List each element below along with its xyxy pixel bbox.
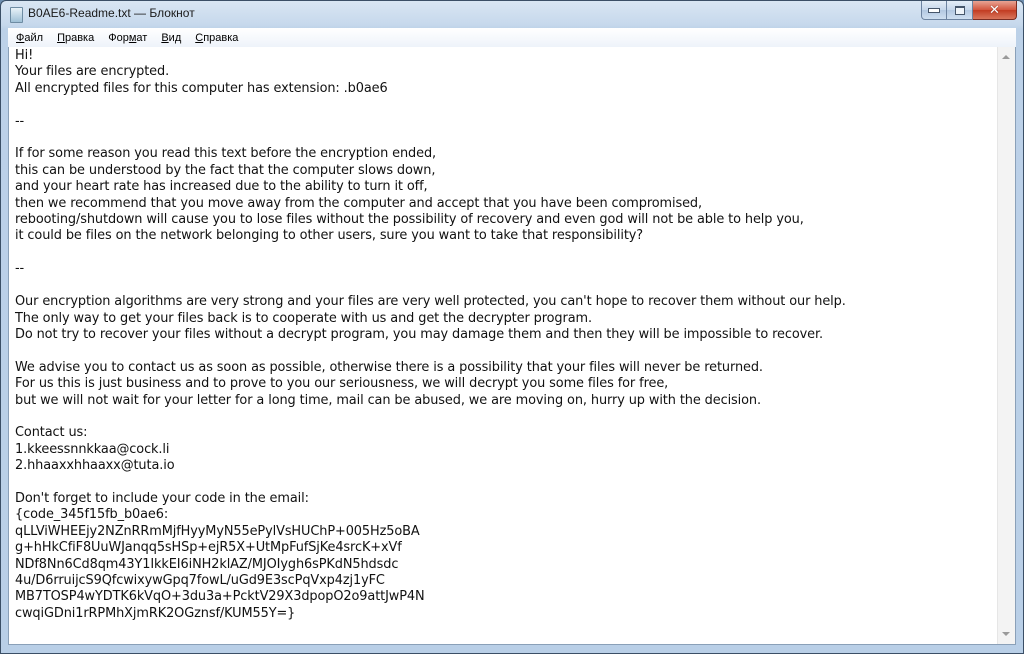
- document-line: it could be files on the network belonging to other users, sure you want to take that responsibility?: [15, 228, 644, 244]
- vertical-scrollbar[interactable]: [997, 47, 1015, 644]
- document-line: and your heart rate has increased due to the ability to turn it off,: [15, 179, 428, 195]
- menu-format-accel: м: [128, 31, 137, 44]
- document-line: then we recommend that you move away from the computer and accept that you have been compromised,: [15, 195, 703, 211]
- document-line: {code_345f15fb_b0ae6:: [15, 507, 169, 523]
- minimize-button[interactable]: [921, 1, 947, 20]
- document-line: this can be understood by the fact that the computer slows down,: [15, 162, 436, 178]
- document-line: g+hHkCfiF8UuWJanqq5sHSp+ejR5X+UtMpFufSjKe4srcK+xVf: [15, 540, 402, 556]
- menu-format[interactable]: [100, 32, 153, 44]
- document-line: --: [15, 113, 25, 129]
- document-line: If for some reason you read this text before the encryption ended,: [15, 146, 437, 162]
- menu-edit-label: равка: [64, 31, 95, 44]
- menu-help[interactable]: [187, 32, 244, 44]
- close-button[interactable]: [973, 1, 1017, 20]
- maximize-icon: [955, 6, 965, 15]
- document-line: MB7TOSP4wYDTK6kVqO+3du3a+PcktV29X3dpopO2o9attJwP4N: [15, 589, 425, 605]
- menu-file-accel: Ф: [16, 31, 25, 44]
- document-line: Don't forget to include your code in the email:: [15, 490, 309, 506]
- menu-format-label: ат: [136, 31, 148, 44]
- document-line: rebooting/shutdown will cause you to lose files without the possibility of recovery and even god will not be able to help you,: [15, 212, 804, 228]
- document-line: Do not try to recover your files without a decrypt program, you may damage them and then they will be impossible to recover.: [15, 326, 823, 342]
- menu-help-accel: С: [195, 31, 204, 44]
- document-line: Hi!: [15, 48, 34, 63]
- document-line: We advise you to contact us as soon as possible, otherwise there is a possibility that your files will never be returned.: [15, 359, 763, 375]
- menu-bar: [8, 28, 1016, 48]
- document-text[interactable]: [15, 48, 995, 644]
- document-line: qLLViWHEEjy2NZnRRmMjfHyyMyN55ePylVsHUChP+005Hz5oBA: [15, 523, 420, 539]
- menu-view-label: ид: [168, 31, 182, 44]
- document-line: All encrypted files for this computer has extension: .b0ae6: [15, 80, 388, 96]
- menu-help-label: правка: [203, 31, 239, 44]
- document-line: NDf8Nn6Cd8qm43Y1IkkEI6iNH2klAZ/MJOIygh6sPKdN5hdsdc: [15, 556, 399, 572]
- document-line: Our encryption algorithms are very strong and your files are very well protected, you can't hope to recover them without our help.: [15, 294, 846, 310]
- title-bar[interactable]: [1, 1, 1023, 27]
- menu-view-accel: В: [161, 31, 169, 44]
- menu-file-label: айл: [24, 31, 44, 44]
- menu-file[interactable]: [8, 32, 49, 44]
- document-line: --: [15, 261, 25, 277]
- scroll-down-arrow-icon[interactable]: [1002, 632, 1010, 636]
- document-line: The only way to get your files back is to cooperate with us and get the decrypter program.: [15, 310, 592, 326]
- document-line: 4u/D6rruijcS9QfcwixywGpq7fowL/uGd9E3scPqVxp4zj1yFC: [15, 573, 385, 588]
- document-line: but we will not wait for your letter for a long time, mail can be abused, we are moving on, hurry up with the decision.: [15, 392, 762, 408]
- scroll-up-arrow-icon[interactable]: [1002, 55, 1010, 59]
- close-icon: ✕: [989, 2, 1000, 18]
- maximize-button[interactable]: [947, 1, 973, 20]
- document-line: Contact us:: [15, 425, 88, 441]
- menu-format-pre: Фор: [108, 31, 129, 44]
- document-line: 2.hhaaxxhhaaxx@tuta.io: [15, 458, 175, 474]
- document-line: Your files are encrypted.: [15, 64, 170, 80]
- document-line: 1.kkeessnnkkaa@cock.li: [15, 441, 170, 457]
- notepad-app-icon[interactable]: [10, 7, 23, 23]
- menu-view[interactable]: [153, 32, 187, 44]
- window-controls: [921, 1, 1017, 20]
- text-editor[interactable]: [8, 47, 1016, 645]
- menu-edit[interactable]: [49, 32, 100, 44]
- minimize-icon: [928, 8, 940, 13]
- document-line: For us this is just business and to prove to you our seriousness, we will decrypt you some files for free,: [15, 376, 669, 392]
- window-title: B0AE6-Readme.txt — Блокнот: [28, 6, 195, 20]
- document-line: cwqiGDni1rRPMhXjmRK2OGznsf/KUM55Y=}: [15, 605, 296, 621]
- menu-edit-accel: П: [57, 31, 65, 44]
